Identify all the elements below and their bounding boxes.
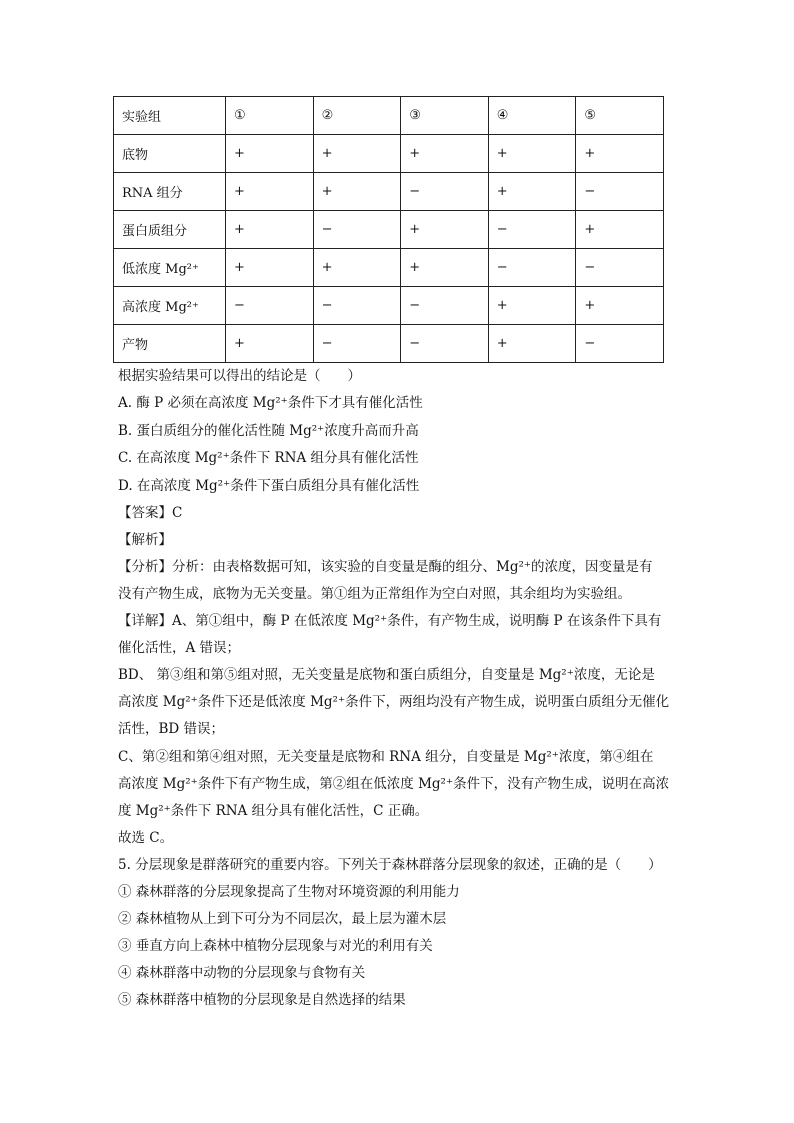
option-d: D. 在高浓度 Mg²⁺条件下蛋白质组分具有催化活性	[118, 478, 420, 494]
table-cell: 蛋白质组分	[114, 211, 226, 249]
table-cell: −	[576, 173, 664, 211]
analysis-line: 【详解】A、第①组中，酶 P 在低浓度 Mg²⁺条件，有产物生成，说明酶 P 在该条件下具有	[118, 613, 662, 629]
q5-statement: ⑤ 森林群落中植物的分层现象是自然选择的结果	[118, 992, 406, 1008]
question-5-stem: 5. 分层现象是群落研究的重要内容。下列关于森林群落分层现象的叙述，正确的是（ ）	[118, 857, 662, 873]
table-row	[114, 211, 664, 249]
table-header-cell: ③	[401, 97, 489, 135]
q5-statement: ② 森林植物从上到下可分为不同层次，最上层为灌木层	[118, 911, 447, 927]
table-cell: +	[401, 249, 489, 287]
table-cell: +	[488, 173, 576, 211]
table-cell: +	[488, 135, 576, 173]
table-cell: RNA 组分	[114, 173, 226, 211]
option-c: C. 在高浓度 Mg²⁺条件下 RNA 组分具有催化活性	[118, 450, 419, 466]
table-cell: 产物	[114, 325, 226, 363]
q5-statement: ③ 垂直方向上森林中植物分层现象与对光的利用有关	[118, 938, 433, 954]
table-cell: +	[226, 135, 314, 173]
table-cell: −	[576, 249, 664, 287]
analysis-line: 高浓度 Mg²⁺条件下有产物生成，第②组在低浓度 Mg²⁺条件下，没有产物生成，说明在高浓	[118, 776, 670, 792]
analysis-line: 【分析】分析：由表格数据可知，该实验的自变量是酶的组分、Mg²⁺的浓度，因变量是有	[118, 559, 653, 575]
table-row	[114, 135, 664, 173]
table-row	[114, 325, 664, 363]
table-header-cell: ④	[488, 97, 576, 135]
table-cell: −	[226, 287, 314, 325]
table-cell: −	[313, 325, 401, 363]
analysis-heading: 【解析】	[118, 532, 172, 548]
table-cell: +	[401, 211, 489, 249]
analysis-line: 活性，BD 错误；	[118, 721, 225, 737]
table-cell: −	[576, 325, 664, 363]
answer-line: 【答案】C	[118, 505, 183, 521]
analysis-line: 高浓度 Mg²⁺条件下还是低浓度 Mg²⁺条件下，两组均没有产物生成，说明蛋白质组分无催化	[118, 694, 670, 710]
question-stem: 根据实验结果可以得出的结论是（ ）	[118, 368, 361, 384]
table-cell: +	[313, 249, 401, 287]
analysis-line: 没有产物生成，底物为无关变量。第①组为正常组作为空白对照，其余组均为实验组。	[118, 586, 631, 602]
table-cell: −	[313, 287, 401, 325]
analysis-line: 度 Mg²⁺条件下 RNA 组分具有催化活性，C 正确。	[118, 803, 429, 819]
table-cell: −	[313, 211, 401, 249]
table-cell: −	[488, 211, 576, 249]
table-header-cell: ②	[313, 97, 401, 135]
table-cell: +	[488, 325, 576, 363]
table-header-cell: ①	[226, 97, 314, 135]
table-row	[114, 249, 664, 287]
table-cell: +	[576, 211, 664, 249]
table-cell: −	[401, 325, 489, 363]
option-a: A. 酶 P 必须在高浓度 Mg²⁺条件下才具有催化活性	[118, 395, 423, 411]
q5-statement: ① 森林群落的分层现象提高了生物对环境资源的利用能力	[118, 884, 460, 900]
analysis-line: BD、 第③组和第⑤组对照，无关变量是底物和蛋白质组分，自变量是 Mg²⁺浓度，无论是	[118, 667, 655, 683]
table-cell: +	[576, 287, 664, 325]
table-cell: +	[313, 135, 401, 173]
analysis-line: 故选 C。	[118, 830, 174, 846]
table-cell: −	[488, 249, 576, 287]
table-cell: 高浓度 Mg²⁺	[114, 287, 226, 325]
table-cell: +	[226, 173, 314, 211]
option-b: B. 蛋白质组分的催化活性随 Mg²⁺浓度升高而升高	[118, 423, 419, 439]
q5-statement: ④ 森林群落中动物的分层现象与食物有关	[118, 965, 366, 981]
table-cell: 低浓度 Mg²⁺	[114, 249, 226, 287]
table-cell: +	[576, 135, 664, 173]
table-header-cell: ⑤	[576, 97, 664, 135]
analysis-line: 催化活性，A 错误；	[118, 640, 241, 656]
table-cell: 底物	[114, 135, 226, 173]
analysis-line: C、第②组和第④组对照，无关变量是底物和 RNA 组分，自变量是 Mg²⁺浓度，第④组在	[118, 749, 654, 765]
table-cell: +	[313, 173, 401, 211]
table-cell: −	[401, 173, 489, 211]
table-header-cell: 实验组	[114, 97, 226, 135]
table-cell: +	[226, 249, 314, 287]
table-cell: +	[488, 287, 576, 325]
table-row	[114, 173, 664, 211]
table-cell: +	[226, 325, 314, 363]
table-cell: −	[401, 287, 489, 325]
experiment-table	[113, 96, 664, 363]
table-header-row	[114, 97, 664, 135]
table-cell: +	[401, 135, 489, 173]
table-row	[114, 287, 664, 325]
table-cell: +	[226, 211, 314, 249]
